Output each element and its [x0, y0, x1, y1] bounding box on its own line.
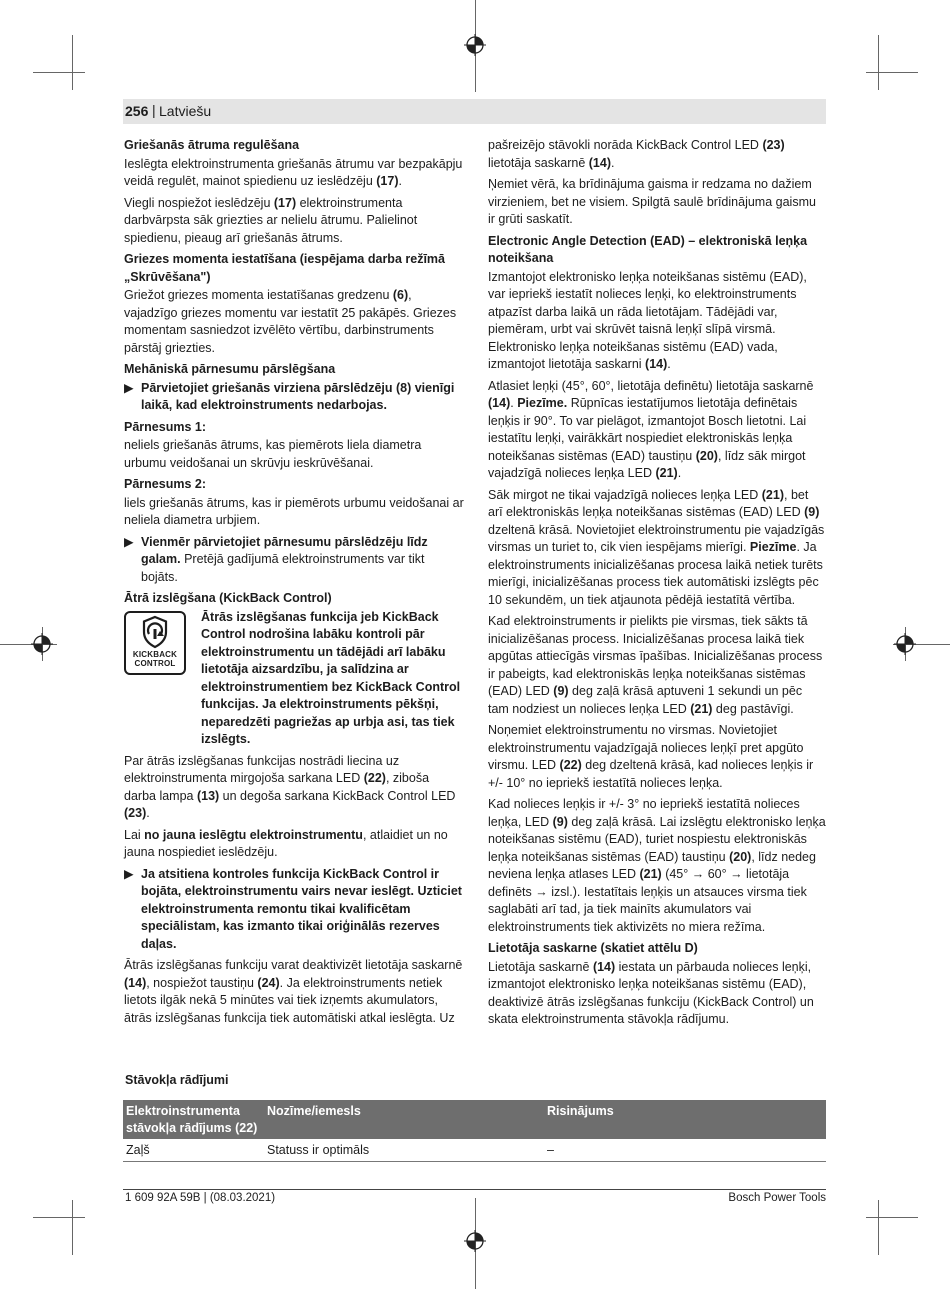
header-separator: | [152, 102, 156, 118]
paragraph: Griežot griezes momenta iestatīšanas gredzenu (6), vajadzīgo griezes momentu var iestatīt 25 pakāpēs. Griezes momentam sasniedzot izvēlēto vērtību, darbinstruments pārstāj griezties. [124, 288, 457, 355]
kickback-block [124, 609, 464, 749]
kickback-logo-text: KICKBACK [132, 649, 178, 659]
page-header [123, 99, 826, 124]
paragraph: Lai no jauna ieslēgtu elektroinstrumentu, atlaidiet un no jauna nospiediet ieslēdzēju. [124, 827, 448, 859]
bullet-triangle-icon: ▶ [124, 866, 134, 881]
kickback-rotation-icon [138, 615, 172, 649]
crop-mark [878, 35, 879, 90]
section-title-gear: Mehāniskā pārnesumu pārslēgšana [124, 362, 336, 376]
status-table [123, 1100, 826, 1162]
paragraph: pašreizējo stāvokli norāda KickBack Control LED (23) lietotāja saskarnē (14). [488, 138, 785, 170]
crop-mark [72, 1200, 73, 1255]
crop-mark [866, 1217, 918, 1218]
table-cell: – [547, 1143, 554, 1157]
registration-mark-icon [31, 633, 53, 655]
bullet-item: ▶ Vienmēr pārvietojiet pārnesumu pārslēdzēju līdz galam. Pretējā gadījumā elektroinstruments var tikt bojāts. [124, 534, 428, 584]
paragraph: Sāk mirgot ne tikai vajadzīgā nolieces leņķa LED (21), bet arī elektroniskās leņķa noteikšanas sistēmas (EAD) LED (9) dzeltenā krāsā. Novietojiet elektroinstrumentu pie vajadzīgās virsmas un turiet to, cik vien iespējams mierīgi. Piezīme. Ja elektroinstruments inicializēšanas procesa laikā netiek turēts mierīgi, inicializēšanas process tiek automātiski izslēgts pēc 10 sekundēm, un tiek atjaunota pēdējā iestatītā vērtība. [488, 487, 825, 607]
table-title: Stāvokļa rādījumi [125, 1073, 229, 1087]
page-number: 256 [125, 103, 149, 119]
paragraph: liels griešanās ātrums, kas ir piemērots urbumu veidošanai ar neliela diametra urbjiem. [124, 495, 464, 527]
kickback-logo-text: CONTROL [134, 658, 176, 668]
gear-1-title: Pārnesums 1: [124, 419, 206, 434]
table-header-cell: Elektroinstrumenta stāvokļa rādījums (22) [126, 1104, 258, 1135]
table-header-row [123, 1100, 826, 1139]
left-column [124, 137, 464, 1031]
table-cell: Statuss ir optimāls [267, 1143, 370, 1157]
kickback-intro: Ātrās izslēgšanas funkcija jeb KickBack Control nodrošina labāku kontroli pār elektroinstrumentu un tādējādi arī labāku lietotāja aizsardzību, ja salīdzina ar elektroinstrumentiem bez KickBack Control funkcijas. Ja elektroinstruments pēkšņi, neparedzēti pagriežas ap urbja asi, tas tiek izslēgts. [201, 609, 461, 746]
bullet-triangle-icon: ▶ [124, 534, 134, 549]
paragraph: Ņemiet vērā, ka brīdinājuma gaisma ir redzama no dažiem virzieniem, bet ne visiem. Spilgtā saulē brīdinājuma gaismu ir grūti saskatīt. [488, 177, 816, 226]
footer-doc-number: 1 609 92A 59B | (08.03.2021) [125, 1192, 276, 1204]
registration-mark-icon [894, 633, 916, 655]
registration-mark-icon [464, 1230, 486, 1252]
table-header-cell: Nozīme/iemesls [267, 1104, 361, 1118]
crop-mark [72, 35, 73, 90]
footer-divider [123, 1189, 826, 1190]
paragraph: Viegli nospiežot ieslēdzēju (17) elektroinstrumenta darbvārpsta sāk griezties ar nelielu ātrumu. Palielinot spiedienu, pieaug arī griešanās ātrums. [124, 195, 418, 245]
paragraph: Lietotāja saskarnē (14) iestata un pārbauda nolieces leņķi, izmantojot elektronisko leņķa noteikšanas sistēmu (EAD), deaktivizē ātrās izslēgšanas funkciju (KickBack Control) un skata elektroinstrumenta stāvokļa rādījumu. [488, 959, 814, 1026]
crop-mark [33, 72, 85, 73]
paragraph: Kad elektroinstruments ir pielikts pie virsmas, tiek sākts tā inicializēšanas process. Inicializēšanas procesa laikā tiek apgūtas attiecīgās virsmas īpašības. Inicializēšanas process ir pabeigts, kad elektroniskās leņķa noteikšanas sistēmas (EAD) LED (9) deg zaļā krāsā aptuveni 1 sekundi un pēc tam nodziest un nolieces leņķa LED (21) deg pastāvīgi. [488, 614, 823, 716]
paragraph: neliels griešanās ātrums, kas piemērots liela diametra urbumu veidošanai un skrūvju ieskrūvēšanai. [124, 438, 422, 470]
paragraph: Ātrās izslēgšanas funkciju varat deaktivizēt lietotāja saskarnē (14), nospiežot taustiņu (24). Ja elektroinstruments netiek lietots ilgāk nekā 5 minūtes vai tiek izņemts akumulators, ātrās izslēgšanas funkcija tiek automātiski atkal ieslēgta. Uz [124, 958, 463, 1025]
gear-2-title: Pārnesums 2: [124, 477, 206, 491]
paragraph: Izmantojot elektronisko leņķa noteikšanas sistēmu (EAD), var iepriekš iestatīt nolieces leņķi, ko elektroinstruments atpazīst darba laikā un rāda lietotājam. Tādējādi var, piemēram, urbt vai skrūvēt taisnā leņķī slīpā virsmā. Elektronisko leņķa noteikšanas sistēmu (EAD) vada, izmantojot lietotāja saskarni (14). [488, 269, 807, 371]
paragraph: Par ātrās izslēgšanas funkcijas nostrādi liecina uz elektroinstrumenta mirgojoša sarkana LED (22), ziboša darba lampa (13) un degoša sarkana KickBack Control LED (23). [124, 753, 456, 820]
crop-mark [33, 1217, 85, 1218]
bullet-triangle-icon: ▶ [124, 380, 134, 395]
right-column [488, 137, 826, 1033]
section-title-ead: Electronic Angle Detection (EAD) – elektroniskā leņķa noteikšana [488, 233, 808, 265]
section-title-user-interface: Lietotāja saskarne (skatiet attēlu D) [488, 941, 698, 955]
table-cell: Zaļš [126, 1143, 150, 1157]
footer-brand: Bosch Power Tools [728, 1192, 826, 1204]
bullet-item: ▶ Pārvietojiet griešanās virziena pārslēdzēju (8) vienīgi laikā, kad elektroinstruments nedarbojas. [124, 380, 455, 412]
section-title-speed: Griešanās ātruma regulēšana [124, 138, 300, 152]
bullet-item: ▶ Ja atsitiena kontroles funkcija KickBack Control ir bojāta, elektroinstrumentu vairs nevar ieslēgt. Uzticiet elektroinstrumenta remontu tikai kvalificētam speciālistam, kas izmanto tikai oriģinālās rezerves daļas. [124, 866, 462, 951]
table-header-cell: Risinājums [547, 1104, 614, 1118]
crop-mark [866, 72, 918, 73]
paragraph: Kad nolieces leņķis ir +/- 3° no iepriekš iestatītā nolieces leņķa, LED (9) deg zaļā krāsā. Lai izslēgtu elektronisko leņķa noteikšanas sistēmu (EAD), turiet nospiestu elektroniskās leņķa noteikšanas sistēmas (EAD) taustiņu (20), līdz nedeg neviena leņķa atlases LED (21) (45° → 60° → lietotāja definēts → izsl.). Iestatītais leņķis un atsauces virsma tiek saglabāti arī tad, ja tiek mainīts akumulators vai elektroinstruments tiek aktivizēts no miera režīma. [488, 797, 826, 934]
paragraph: Noņemiet elektroinstrumentu no virsmas. Novietojiet elektroinstrumentu vajadzīgajā nolieces leņķī pret apgūto virsmu. LED (22) deg dzeltenā krāsā, kad nolieces leņķis ir +/- 10° no iepriekš iestatītā nolieces leņķa. [488, 723, 814, 790]
crop-mark [878, 1200, 879, 1255]
section-title-kickback: Ātrā izslēgšana (KickBack Control) [124, 591, 332, 605]
header-language: Latviešu [159, 103, 212, 119]
registration-mark-icon [464, 34, 486, 56]
table-row [123, 1139, 826, 1162]
paragraph: Atlasiet leņķi (45°, 60°, lietotāja definētu) lietotāja saskarnē (14). Piezīme. Rūpnīcas iestatījumos lietotāja definētais leņķis ir 90°. To var pielāgot, izmantojot Bosch lietotni. Lai iestatītu leņķi, vairākkārt nospiediet elektroniskās leņķa noteikšanas sistēmas (EAD) taustiņu (20), līdz sāk mirgot vajadzīgā nolieces leņķa LED (21). [488, 378, 814, 480]
section-title-torque: Griezes momenta iestatīšana (iespējama darba režīmā „Skrūvēšana") [124, 252, 445, 284]
kickback-control-logo [124, 611, 186, 675]
paragraph: Ieslēgta elektroinstrumenta griešanās ātrumu var bezpakāpju veidā regulēt, mainot spiedienu uz ieslēdzēju (17). [124, 156, 463, 188]
